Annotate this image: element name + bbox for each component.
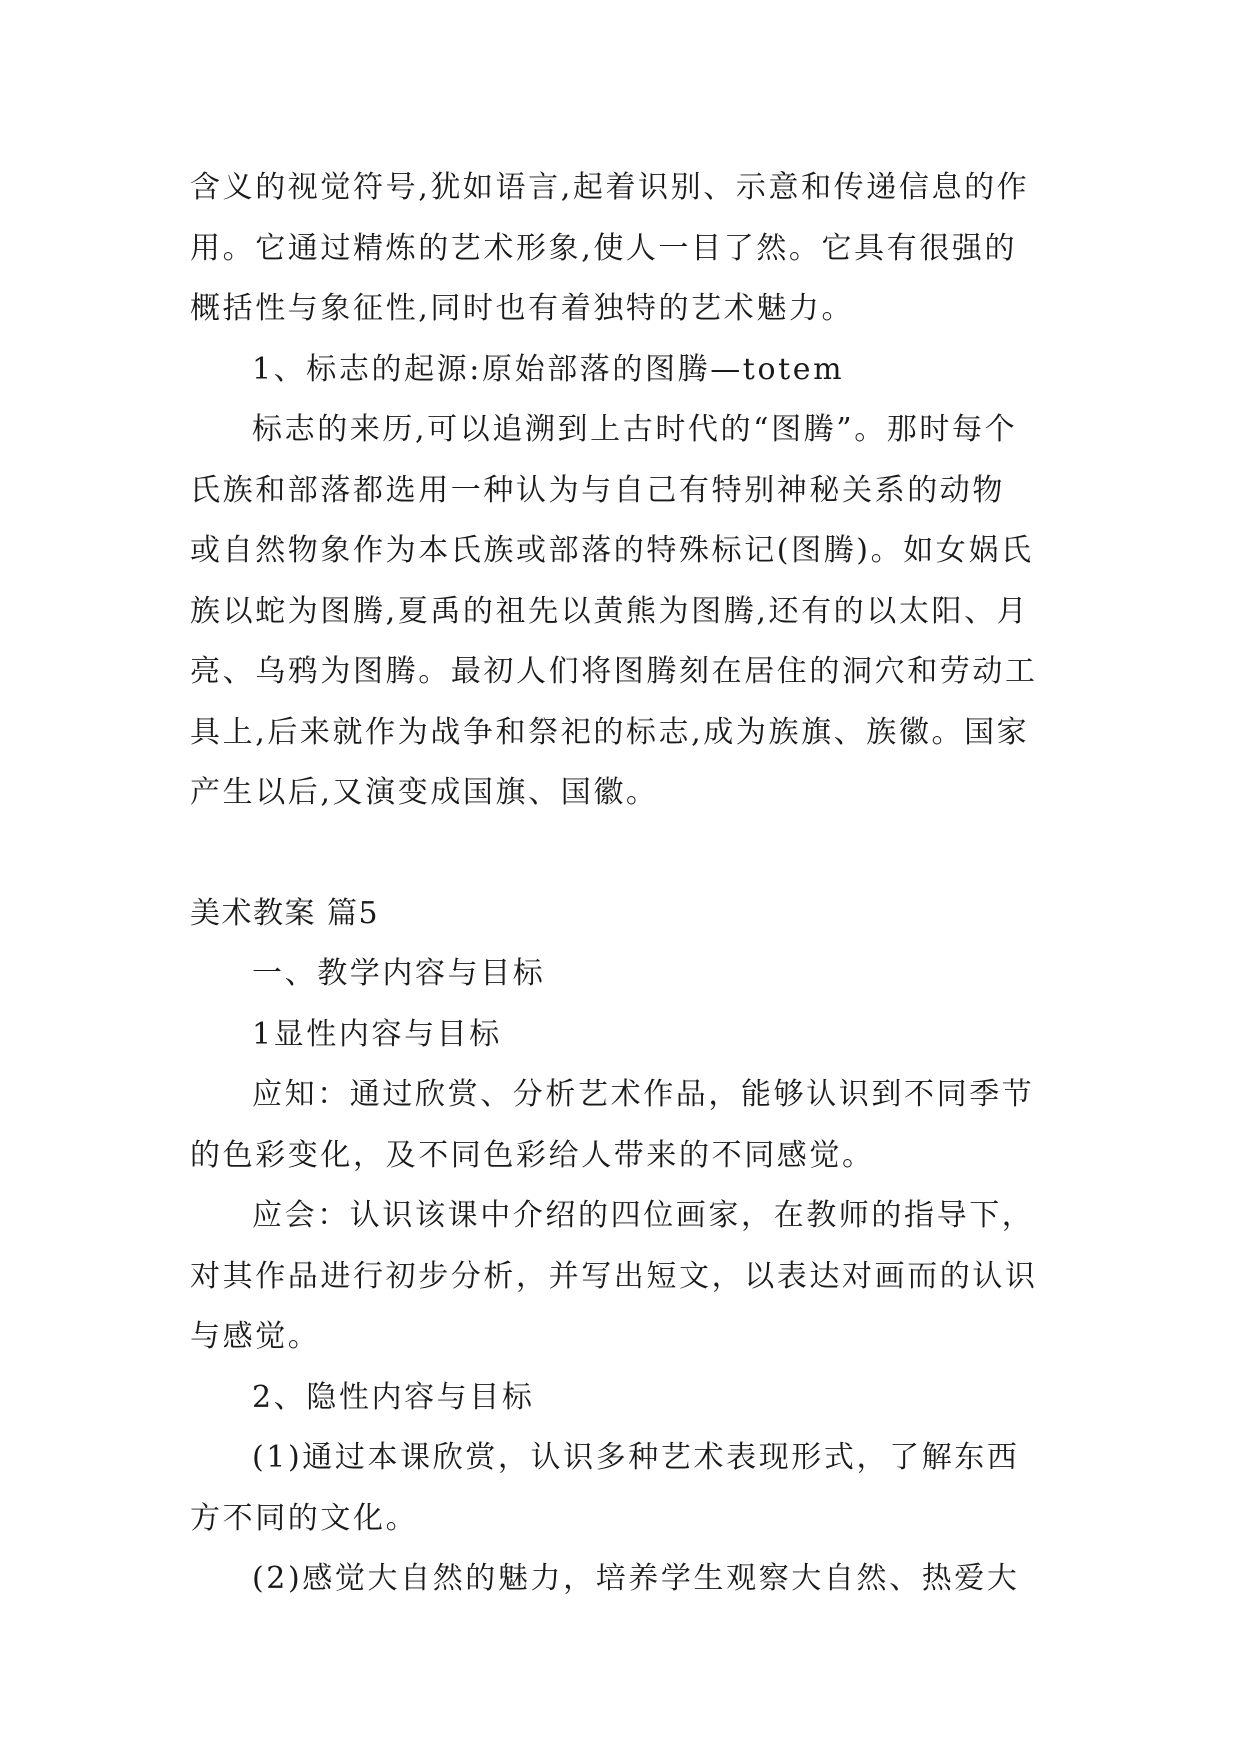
text-line: 方不同的文化。 — [190, 1500, 419, 1536]
text-line: 标志的来历,可以追溯到上古时代的“图腾”。那时每个 — [252, 412, 1018, 447]
section-heading: 美术教案 篇5 — [190, 895, 380, 931]
section-spacer — [190, 824, 1060, 884]
text-line: 应知：通过欣赏、分析艺术作品，能够认识到不同季节 — [252, 1077, 1035, 1112]
text-line: (2)感觉大自然的魅力，培养学生观察大自然、热爱大 — [252, 1561, 1020, 1596]
text-line: 氏族和部落都选用一种认为与自己有特别神秘关系的动物 — [190, 472, 1005, 508]
subheading-objectives: 一、教学内容与目标 — [252, 956, 546, 991]
text-line: 应会：认识该课中介绍的四位画家，在教师的指导下， — [252, 1198, 1035, 1233]
text-line: 的色彩变化，及不同色彩给人带来的不同感觉。 — [190, 1137, 875, 1173]
subheading-origin: 1、标志的起源:原始部落的图腾—totem — [252, 351, 845, 387]
text-line: 产生以后,又演变成国旗、国徽。 — [190, 775, 659, 810]
text-line: (1)通过本课欣赏，认识多种艺术表现形式，了解东西 — [252, 1440, 1020, 1475]
text-line: 具上,后来就作为战争和祭祀的标志,成为族旗、族徽。国家 — [190, 714, 1030, 750]
subheading-explicit: 1显性内容与目标 — [252, 1016, 502, 1052]
text-line: 与感觉。 — [190, 1319, 321, 1354]
lesson5-section — [190, 884, 1060, 1610]
text-line: 概括性与象征性,同时也有着独特的艺术魅力。 — [190, 291, 855, 326]
subheading-implicit: 2、隐性内容与目标 — [252, 1379, 535, 1415]
text-line: 用。它通过精炼的艺术形象,使人一目了然。它具有很强的 — [190, 230, 1018, 266]
text-line: 亮、乌鸦为图腾。最初人们将图腾刻在居住的洞穴和劳动工 — [190, 654, 1038, 689]
document-page — [190, 158, 1060, 1610]
text-line: 对其作品进行初步分析，并写出短文，以表达对画而的认识 — [190, 1258, 1038, 1294]
text-line: 或自然物象作为本氏族或部落的特殊标记(图腾)。如女娲氏 — [190, 533, 1034, 568]
intro-section — [190, 158, 1060, 824]
text-line: 族以蛇为图腾,夏禹的祖先以黄熊为图腾,还有的以太阳、月 — [190, 593, 1030, 629]
text-line: 含义的视觉符号,犹如语言,起着识别、示意和传递信息的作 — [190, 170, 1030, 205]
